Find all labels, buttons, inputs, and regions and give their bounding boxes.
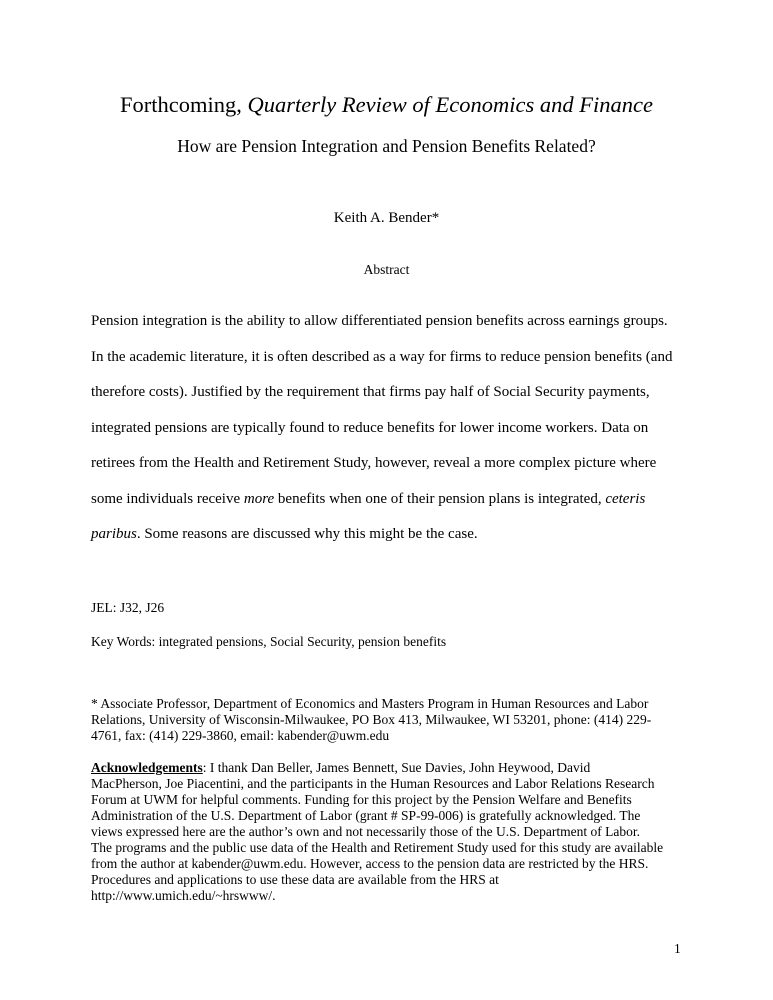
footnote-line: Relations, University of Wisconsin-Milwaukee, PO Box 413, Milwaukee, WI 53201, phone: (414) 229- [91, 712, 652, 727]
abstract-heading: Abstract [363, 262, 410, 277]
key-words: Key Words: integrated pensions, Social Security, pension benefits [91, 634, 447, 649]
ack-line: Administration of the U.S. Department of Labor (grant # SP-99-006) is gratefully acknowledged. The [91, 808, 641, 823]
publication-note [0, 89, 773, 121]
acknowledgements [91, 760, 691, 904]
ack-line: Forum at UWM for helpful comments. Funding for this project by the Pension Welfare and Benefits [91, 792, 632, 807]
emphasis-paribus: paribus [91, 526, 137, 542]
footnote-line: 4761, fax: (414) 229-3860, email: kabender@uwm.edu [91, 728, 390, 743]
forthcoming-label: Forthcoming, [119, 92, 248, 117]
abstract-text-segment: benefits when one of their pension plans is integrated, [274, 490, 606, 507]
footnote-line: * Associate Professor, Department of Economics and Masters Program in Human Resources and Labor [91, 696, 649, 711]
abstract-line [91, 517, 691, 553]
abstract-text-segment: some individuals receive [91, 490, 244, 507]
paper-title: How are Pension Integration and Pension Benefits Related? [177, 136, 596, 156]
abstract-line: integrated pensions are typically found to reduce benefits for lower income workers. Data on [91, 419, 649, 436]
jel-codes: JEL: J32, J26 [91, 600, 165, 615]
ack-line: MacPherson, Joe Piacentini, and the participants in the Human Resources and Labor Relations Research [91, 776, 655, 791]
abstract-line: Pension integration is the ability to allow differentiated pension benefits across earnings groups. [91, 313, 668, 329]
ack-line: from the author at kabender@uwm.edu. However, access to the pension data are restricted by the HRS. [91, 856, 649, 871]
abstract-line: In the academic literature, it is often described as a way for firms to reduce pension benefits (and [91, 348, 673, 365]
abstract-text-segment: . Some reasons are discussed why this might be the case. [136, 526, 478, 542]
abstract-line: therefore costs). Justified by the requirement that firms pay half of Social Security payments, [91, 384, 650, 400]
author-name: Keith A. Bender* [333, 210, 440, 226]
ack-line: The programs and the public use data of the Health and Retirement Study used for this study are available [91, 840, 664, 855]
ack-text-segment: : I thank Dan Beller, James Bennett, Sue Davies, John Heywood, David [202, 760, 591, 775]
emphasis-more: more [243, 490, 275, 507]
ack-line: http://www.umich.edu/~hrswww/. [91, 888, 276, 903]
ack-line: views expressed here are the author’s own and not necessarily those of the U.S. Department of Labor. [91, 824, 640, 839]
author-footnote [91, 696, 691, 744]
emphasis-ceteris: ceteris [605, 490, 646, 507]
journal-name: Quarterly Review of Economics and Finance [247, 92, 654, 117]
acknowledgements-label: Acknowledgements [91, 760, 203, 775]
page-number: 1 [674, 941, 681, 956]
abstract-line [91, 482, 691, 518]
ack-line: Procedures and applications to use these data are available from the HRS at [91, 872, 499, 887]
ack-line [91, 760, 691, 776]
abstract-line: retirees from the Health and Retirement Study, however, reveal a more complex picture where [91, 455, 657, 471]
abstract-body [91, 304, 691, 553]
